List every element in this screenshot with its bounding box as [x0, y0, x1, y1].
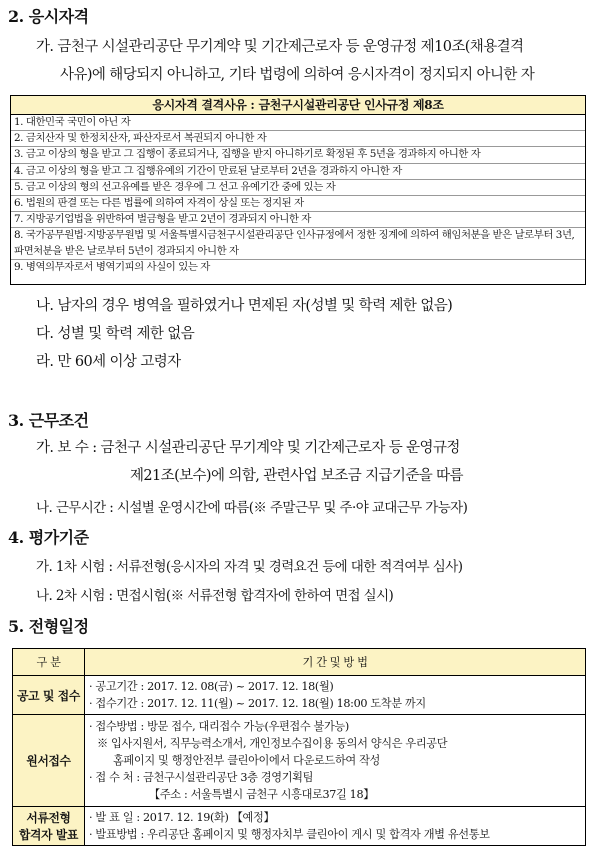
disqualification-item: 9. 병역의무자로서 병역기피의 사실이 있는 자: [14, 260, 210, 273]
row-label-notice: 공고 및 접수: [13, 676, 85, 715]
table-row: [13, 715, 586, 806]
row-content-application: [85, 715, 586, 806]
section-4-title: 4. 평가기준: [8, 528, 89, 547]
sec3-item-a-line1: 가. 보 수 : 금천구 시설관리공단 무기계약 및 기간제근로자 등 운영규정: [36, 440, 460, 456]
disqualification-item: 7. 지방공기업법을 위반하여 벌금형을 받고 2년이 경과되지 아니한 자: [11, 212, 585, 228]
disqualification-box-title: 응시자격 결격사유 : 금천구시설관리공단 인사규정 제8조: [11, 96, 585, 115]
application-office-line: · 접 수 처 : 금천구시설관리공단 3층 경영기획팀: [89, 770, 314, 784]
disqualification-item: 6. 법원의 판결 또는 다른 법률에 의하여 자격이 상실 또는 정지된 자: [11, 196, 585, 212]
notice-period-line: · 공고기간 : 2017. 12. 08(금) ~ 2017. 12. 18(월): [89, 680, 334, 694]
row-label-announcement-line1: 서류전형: [26, 810, 71, 825]
form-note-line: ※ 입사지원서, 직무능력소개서, 개인정보수집이용 동의서 양식은 우리공단: [97, 736, 448, 750]
disqualification-item: 2. 금치산자 및 한정치산자, 파산자로서 복권되지 아니한 자: [11, 131, 585, 147]
table-header-row: [13, 649, 586, 676]
sec4-item-a: 가. 1차 시험 : 서류전형(응시자의 자격 및 경력요건 등에 대한 적격여부 심사): [36, 559, 463, 575]
table-header-period-method: 기 간 및 방 법: [85, 649, 586, 676]
sec2-item-c: 다. 성별 및 학력 제한 없음: [36, 326, 195, 342]
disqualification-item: 1. 대한민국 국민이 아닌 자: [11, 115, 585, 131]
sec3-item-a-line2: 제21조(보수)에 의함, 관련사업 보조금 지급기준을 따름: [130, 468, 463, 484]
sec2-item-a-line2: 사유)에 해당되지 아니하고, 기타 법령에 의하여 응시자격이 정지되지 아니한 자: [60, 67, 535, 83]
row-content-announcement: [85, 806, 586, 845]
section-3-title: 3. 근무조건: [8, 411, 89, 430]
table-row: [13, 676, 586, 715]
row-label-application: 원서접수: [13, 715, 85, 806]
schedule-table: [12, 648, 586, 846]
disqualification-item: 3. 금고 이상의 형을 받고 그 집행이 종료되거나, 집행을 받지 아니하기로 확정된 후 5년을 경과하지 아니한 자: [11, 147, 585, 163]
announcement-date-line: · 발 표 일 : 2017. 12. 19(화) 【예정】: [89, 810, 275, 824]
table-row: [13, 806, 586, 845]
disqualification-item: 8. 국가공무원법·지방공무원법 및 서울특별시금천구시설관리공단 인사규정에서 정한 징계에 의하여 해임처분을 받은 날로부터 3년, 파면처분을 받은 날로부터 5년이 경과되지 아니한 자: [11, 228, 585, 259]
announcement-method-line: · 발표방법 : 우리공단 홈페이지 및 행정자치부 클린아이 게시 및 합격자 개별 유선통보: [89, 827, 490, 841]
receipt-period-line: · 접수기간 : 2017. 12. 11(월) ~ 2017. 12. 18(월) 18:00 도착분 까지: [89, 697, 426, 711]
table-header-category: 구 분: [13, 649, 85, 676]
sec4-item-b: 나. 2차 시험 : 면접시험(※ 서류전형 합격자에 한하여 면접 실시): [36, 588, 394, 604]
address-line: 【주소 : 서울특별시 금천구 시흥대로37길 18】: [149, 787, 375, 801]
row-label-announcement: [13, 806, 85, 845]
sec3-item-b: 나. 근무시간 : 시설별 운영시간에 따름(※ 주말근무 및 주·야 교대근무 가능자): [36, 500, 468, 516]
sec2-item-d: 라. 만 60세 이상 고령자: [36, 354, 181, 370]
sec2-item-a-line1: 가. 금천구 시설관리공단 무기계약 및 기간제근로자 등 운영규정 제10조(채용결격: [36, 39, 524, 55]
disqualification-box: [10, 95, 586, 285]
disqualification-item: 5. 금고 이상의 형의 선고유예를 받은 경우에 그 선고 유예기간 중에 있는 자: [11, 180, 585, 196]
row-label-announcement-line2: 합격자 발표: [19, 827, 78, 842]
application-method-line: · 접수방법 : 방문 접수, 대리접수 가능(우편접수 불가능): [89, 719, 349, 733]
section-5-title: 5. 전형일정: [8, 617, 89, 636]
section-2-title: 2. 응시자격: [8, 7, 89, 26]
disqualification-item: 4. 금고 이상의 형을 받고 그 집행유예의 기간이 만료된 날로부터 2년을 경과하지 아니한 자: [11, 164, 585, 180]
sec2-item-b: 나. 남자의 경우 병역을 필하였거나 면제된 자(성별 및 학력 제한 없음): [36, 298, 453, 314]
row-content-notice: [85, 676, 586, 715]
form-note-line-2: 홈페이지 및 행정안전부 클린아이에서 다운로드하여 작성: [113, 753, 381, 767]
